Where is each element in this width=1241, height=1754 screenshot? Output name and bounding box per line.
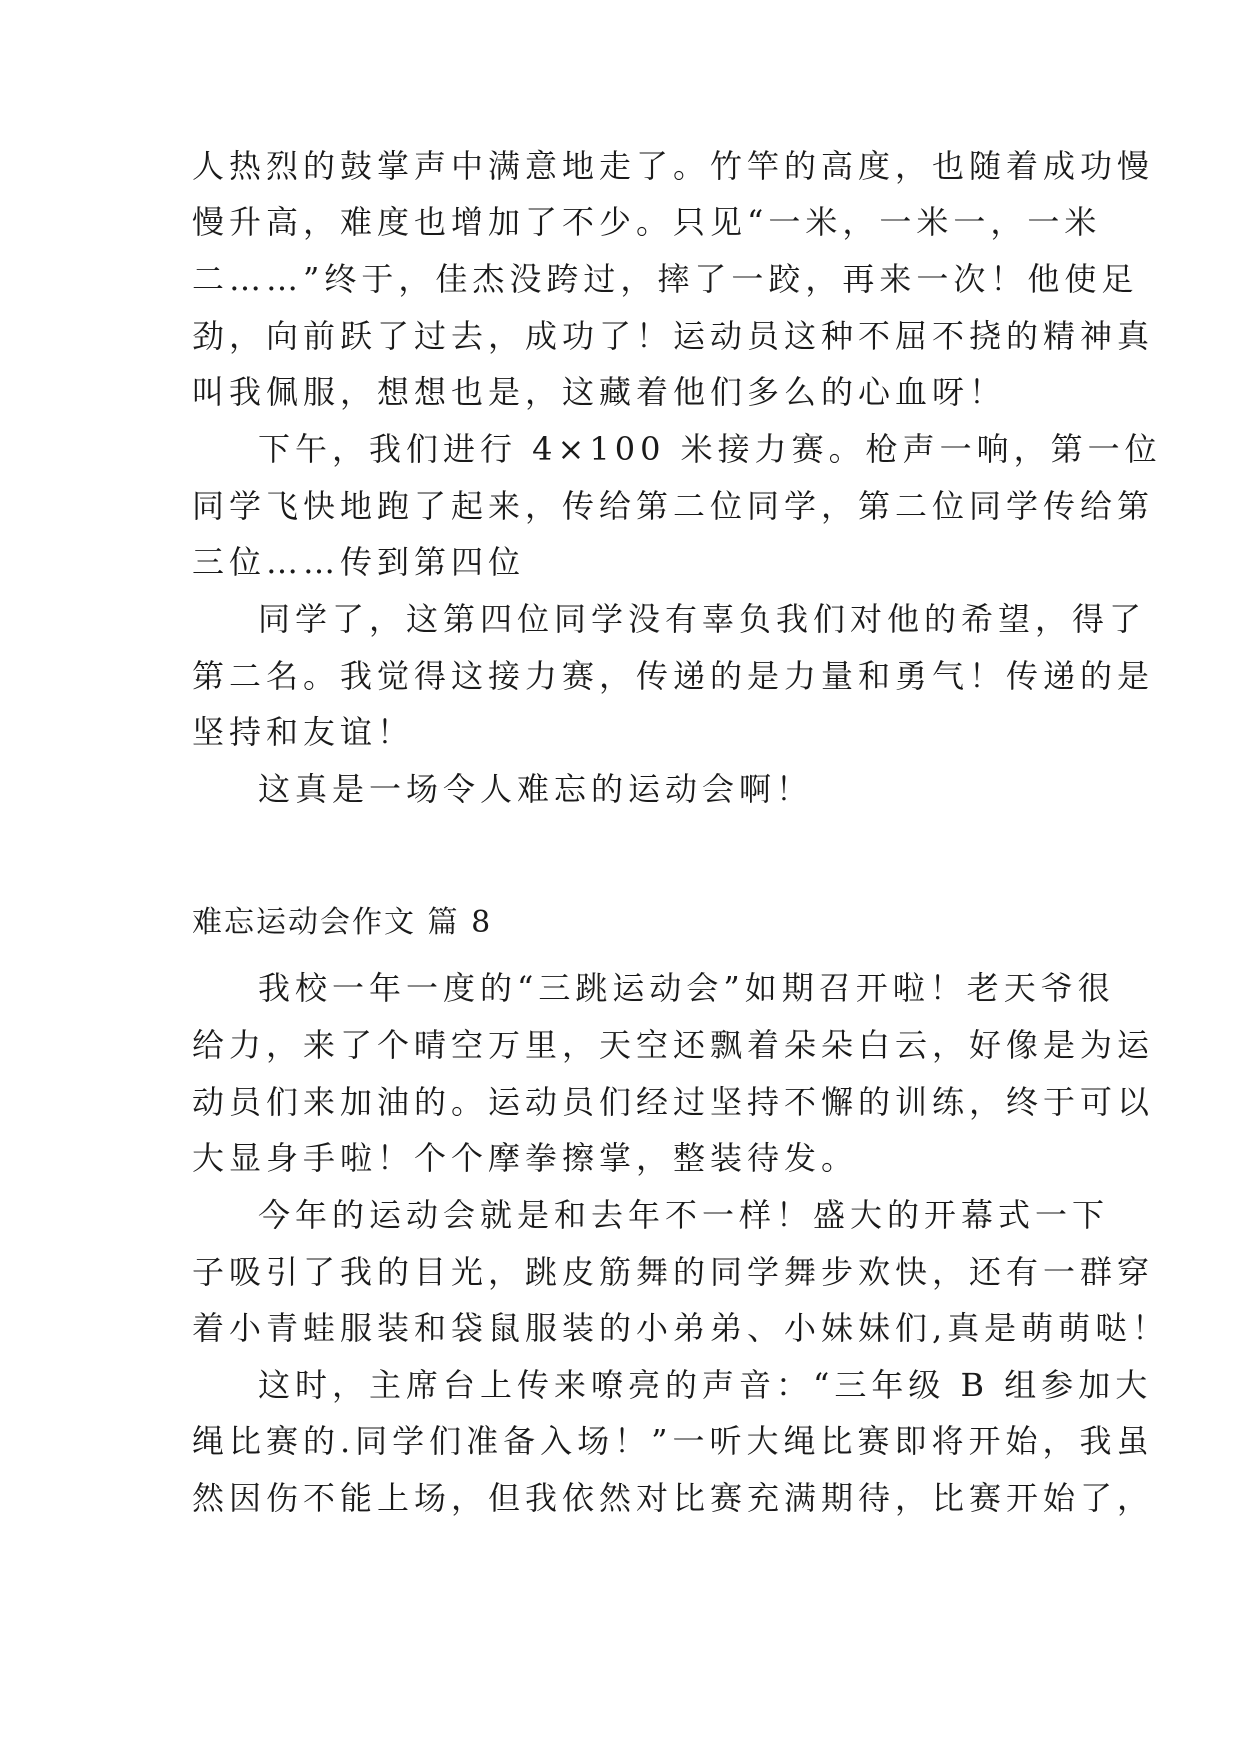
text-line: 大显身手啦！个个摩拳擦掌，整装待发。: [192, 1139, 859, 1177]
text-line: 坚持和友谊！: [192, 713, 415, 751]
text-line: 动员们来加油的。运动员们经过坚持不懈的训练，终于可以: [192, 1083, 1155, 1121]
text-line: 着小青蛙服装和袋鼠服装的小弟弟、小妹妹们,真是萌萌哒！: [192, 1309, 1170, 1347]
text-line: 我校一年一度的“三跳运动会”如期召开啦！老天爷很: [258, 969, 1115, 1007]
text-line: 人热烈的鼓掌声中满意地走了。竹竿的高度，也随着成功慢: [192, 147, 1155, 185]
text-line: 叫我佩服，想想也是，这藏着他们多么的心血呀！: [192, 373, 1007, 411]
text-line: 二……”终于，佳杰没跨过，摔了一跤，再来一次！他使足: [192, 260, 1139, 298]
text-line: 下午，我们进行 4×100 米接力赛。枪声一响，第一位: [258, 430, 1162, 468]
text-line: 子吸引了我的目光，跳皮筋舞的同学舞步欢快，还有一群穿: [192, 1253, 1155, 1291]
text-line: 今年的运动会就是和去年不一样！盛大的开幕式一下: [258, 1196, 1110, 1234]
text-line: 第二名。我觉得这接力赛，传递的是力量和勇气！传递的是: [192, 657, 1155, 695]
section-heading: 难忘运动会作文 篇 8: [192, 905, 493, 940]
text-line: 给力，来了个晴空万里，天空还飘着朵朵白云，好像是为运: [192, 1026, 1155, 1064]
text-line: 劲，向前跃了过去，成功了！运动员这种不屈不挠的精神真: [192, 317, 1155, 355]
text-line: 这时，主席台上传来嘹亮的声音：“三年级 B 组参加大: [258, 1366, 1153, 1404]
text-line: 慢升高，难度也增加了不少。只见“一米，一米一，一米: [192, 203, 1102, 241]
text-line: 这真是一场令人难忘的运动会啊！: [258, 770, 814, 808]
text-line: 三位……传到第四位: [192, 543, 526, 581]
text-line: 绳比赛的.同学们准备入场！”一听大绳比赛即将开始，我虽: [192, 1422, 1154, 1460]
text-line: 同学了，这第四位同学没有辜负我们对他的希望，得了: [258, 600, 1147, 638]
text-line: 然因伤不能上场，但我依然对比赛充满期待，比赛开始了，: [192, 1479, 1155, 1517]
text-line: 同学飞快地跑了起来，传给第二位同学，第二位同学传给第: [192, 487, 1155, 525]
